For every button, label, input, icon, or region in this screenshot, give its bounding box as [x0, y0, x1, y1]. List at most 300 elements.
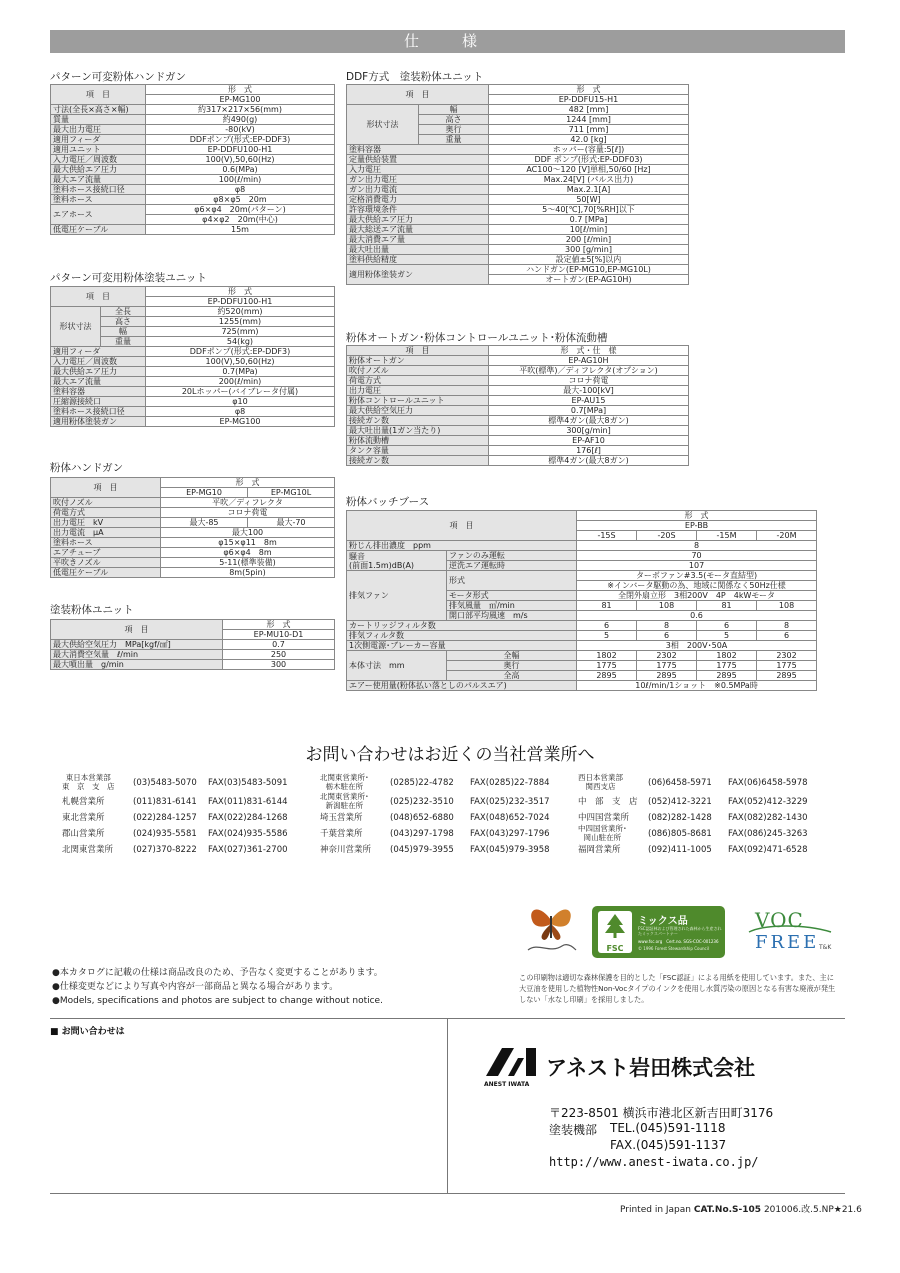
s1-table	[50, 84, 335, 235]
branch-tel: (025)232-3510	[390, 797, 454, 807]
s2-value: 54(kg)	[146, 337, 335, 347]
s1-label: 最大エア流量	[51, 175, 146, 185]
s1-value: φ4×φ2 20m(中心)	[146, 215, 335, 225]
branch-name: 神奈川営業所	[320, 845, 372, 855]
s7-variant: -20S	[637, 531, 697, 541]
branch-name: 中四国営業所	[578, 813, 630, 823]
branch-fax: FAX(082)282-1430	[728, 813, 808, 823]
s2-value: φ10	[146, 397, 335, 407]
s2-value: 200(ℓ/min)	[146, 377, 335, 387]
s3-value: 8m(5pin)	[161, 568, 335, 578]
s3-table	[50, 477, 335, 578]
s1-value: 100(ℓ/min)	[146, 175, 335, 185]
s1-label: 適用フィーダ	[51, 135, 146, 145]
s7-value: 6	[697, 621, 757, 631]
s7-variant: -15S	[577, 531, 637, 541]
anest-iwata-logo-text: ANEST IWATA	[484, 1081, 530, 1088]
s4-value: 0.7	[223, 640, 335, 650]
s6-value: EP-AU15	[489, 396, 689, 406]
s1-label: 塗料ホース	[51, 195, 146, 205]
s1-value: φ8×φ5 20m	[146, 195, 335, 205]
s4-h2: 形 式	[223, 620, 335, 630]
s6-value: 176[ℓ]	[489, 446, 689, 456]
s5-value: 50[W]	[489, 195, 689, 205]
s7-noise-label	[347, 551, 447, 571]
company-tel: TEL.(045)591-1118	[610, 1121, 726, 1135]
s6-label: 接続ガン数	[347, 456, 489, 466]
s2-label: 圧縮源接続口	[51, 397, 146, 407]
branch-tel: (022)284-1257	[133, 813, 197, 823]
anest-iwata-logo	[484, 1046, 540, 1086]
s1-value: 15m	[146, 225, 335, 235]
fsc-logo-text: FSC	[606, 944, 624, 953]
branch-tel: (0285)22-4782	[390, 778, 454, 788]
s5-value: 設定値±5[%]以内	[489, 255, 689, 265]
s1-title: パターン可変粉体ハンドガン	[50, 71, 186, 83]
branch-fax: FAX(027)361-2700	[208, 845, 288, 855]
s2-value: 0.7(MPa)	[146, 367, 335, 377]
s1-value: EP-DDFU100-H1	[146, 145, 335, 155]
s7-noise-label-1: 騒音	[349, 551, 365, 561]
s6-label: 接続ガン数	[347, 416, 489, 426]
s2-value: 20Lホッパー(バイブレータ付属)	[146, 387, 335, 397]
s5-label: 最大消費エア量	[347, 235, 489, 245]
s1-label: 適用ユニット	[51, 145, 146, 155]
s5-label: 高さ	[419, 115, 489, 125]
s7-label: 逆洗エア運転時	[447, 561, 577, 571]
notes	[52, 966, 383, 1008]
s1-label: エアホース	[51, 205, 146, 225]
s2-label: 塗料ホース接続口径	[51, 407, 146, 417]
s5-value: 711 [mm]	[489, 125, 689, 135]
s7-value: 1802	[577, 651, 637, 661]
branch-name: 中 部 支 店	[578, 797, 638, 807]
s6-label: 粉体流動槽	[347, 436, 489, 446]
branch-fax: FAX(06)6458-5978	[728, 778, 808, 788]
s2-label: 適用フィーダ	[51, 347, 146, 357]
branch-name: 北関東営業所･ 栃木駐在所	[320, 773, 369, 791]
s5-value: 200 [ℓ/min]	[489, 235, 689, 245]
s7-label: カートリッジフィルタ数	[347, 621, 577, 631]
s6-value: 300[g/min]	[489, 426, 689, 436]
branch-tel: (027)370-8222	[133, 845, 197, 855]
page-title: 仕 様	[50, 30, 845, 53]
s2-label: 塗料容器	[51, 387, 146, 397]
branch-name: 郡山営業所	[62, 829, 105, 839]
s3-h2: 形 式	[161, 478, 335, 488]
s1-value: 0.6(MPa)	[146, 165, 335, 175]
s1-value: 約317×217×56(mm)	[146, 105, 335, 115]
s5-label: 奥行	[419, 125, 489, 135]
s1-label: 低電圧ケーブル	[51, 225, 146, 235]
s7-label: 1次側電源･ブレーカー容量	[347, 641, 577, 651]
s1-h2: 形 式	[146, 85, 335, 95]
branch-fax: FAX(045)979-3958	[470, 845, 550, 855]
s7-value: 108	[637, 601, 697, 611]
s7-fan-label: 排気ファン	[347, 571, 447, 621]
s6-value: 標準4ガン(最大8ガン)	[489, 456, 689, 466]
s6-table	[346, 345, 689, 466]
s5-label: 幅	[419, 105, 489, 115]
s7-value: 108	[757, 601, 817, 611]
s1-model: EP-MG100	[146, 95, 335, 105]
footer-code: 201006.改.5.NP★21.6	[763, 1205, 862, 1215]
s3-label: 出力電流 μA	[51, 528, 161, 538]
s5-label: 最大吐出量	[347, 245, 489, 255]
voc-tag: T&K	[819, 944, 832, 951]
s2-label: 最大供給エア圧力	[51, 367, 146, 377]
s4-label: 最大噴出量 g/min	[51, 660, 223, 670]
divider-vertical	[447, 1018, 448, 1193]
s6-label: タンク容量	[347, 446, 489, 456]
s4-h1: 項 目	[51, 620, 223, 640]
s1-h1: 項 目	[51, 85, 146, 105]
butterfly-icon	[522, 902, 580, 958]
s1-value: -80(kV)	[146, 125, 335, 135]
s4-model: EP-MU10-D1	[223, 630, 335, 640]
branch-fax: FAX(022)284-1268	[208, 813, 288, 823]
s1-label: 最大供給エア圧力	[51, 165, 146, 175]
branch-name: 北関東営業所	[62, 845, 114, 855]
s3-value: 最大-70	[248, 518, 335, 528]
s5-label: 許容環境条件	[347, 205, 489, 215]
s5-value: 10[ℓ/min]	[489, 225, 689, 235]
s6-label: 吹付ノズル	[347, 366, 489, 376]
s3-value: 最大100	[161, 528, 335, 538]
s3-value: 最大-85	[161, 518, 248, 528]
s7-value: 1775	[697, 661, 757, 671]
s5-h2: 形 式	[489, 85, 689, 95]
s5-label: ガン出力電圧	[347, 175, 489, 185]
s7-label: 粉じん排出濃度 ppm	[347, 541, 577, 551]
s7-variant: -20M	[757, 531, 817, 541]
branch-fax: FAX(048)652-7024	[470, 813, 550, 823]
fsc-small-text: FSC認証林および管理された森林から生産されたミックスパートナー	[638, 926, 722, 936]
s6-value: EP-AG10H	[489, 356, 689, 366]
branch-fax: FAX(086)245-3263	[728, 829, 808, 839]
s3-label: 塗料ホース	[51, 538, 161, 548]
s7-value: 81	[697, 601, 757, 611]
footer-catno: CAT.No.S-105	[693, 1205, 762, 1215]
s7-label: 排気フィルタ数	[347, 631, 577, 641]
branch-name: 東日本営業部 東 京 支 店	[62, 773, 115, 791]
company-url[interactable]: http://www.anest-iwata.co.jp/	[549, 1155, 759, 1169]
s6-label: 粉体オートガン	[347, 356, 489, 366]
branch-tel: (092)411-1005	[648, 845, 712, 855]
s4-table	[50, 619, 335, 670]
s5-title: DDF方式 塗装粉体ユニット	[346, 71, 484, 83]
s6-value: 平吹(標準)／ディフレクタ(オプション)	[489, 366, 689, 376]
s7-value: ※インバータ駆動の為、地域に関係なく50Hz仕様	[577, 581, 817, 591]
fsc-badge	[592, 906, 725, 958]
voc-free-logo	[745, 906, 835, 958]
s7-size-label: 本体寸法 mm	[347, 651, 447, 681]
s1-label: 寸法(全長×高さ×幅)	[51, 105, 146, 115]
s7-table	[346, 510, 817, 691]
branch-tel: (045)979-3955	[390, 845, 454, 855]
s4-label: 最大供給空気圧力 MPa[kgf/㎠]	[51, 640, 223, 650]
s5-value: 300 [g/min]	[489, 245, 689, 255]
s5-value: AC100～120 [V]単相,50/60 [Hz]	[489, 165, 689, 175]
s5-label: 適用粉体塗装ガン	[347, 265, 489, 285]
s6-label: 最大吐出量(1ガン当たり)	[347, 426, 489, 436]
s5-value: 1244 [mm]	[489, 115, 689, 125]
s2-value: 725(mm)	[146, 327, 335, 337]
footer-printed: Printed in Japan	[620, 1205, 691, 1215]
branch-tel: (082)282-1428	[648, 813, 712, 823]
s7-value: 0.6	[577, 611, 817, 621]
company-dept: 塗装機部	[549, 1123, 598, 1137]
s7-label: 排気風量 ㎥/min	[447, 601, 577, 611]
s1-value: φ8	[146, 185, 335, 195]
s5-model: EP-DDFU15-H1	[489, 95, 689, 105]
s7-value: 全閉外扇立形 3相200V 4P 4kWモータ	[577, 591, 817, 601]
s5-dim-label: 形状寸法	[347, 105, 419, 145]
s1-label: 最大出力電圧	[51, 125, 146, 135]
branch-tel: (03)5483-5070	[133, 778, 197, 788]
note-3: ●Models, specifications and photos are subject to change without notice.	[52, 996, 383, 1006]
s4-value: 300	[223, 660, 335, 670]
s2-label: 入力電圧／周波数	[51, 357, 146, 367]
s7-label: ファンのみ運転	[447, 551, 577, 561]
s3-value: φ15×φ11 8m	[161, 538, 335, 548]
branch-name: 千葉営業所	[320, 829, 363, 839]
fsc-copy: © 1996 Forest Stewardship Council	[638, 946, 709, 951]
s6-label: 荷電方式	[347, 376, 489, 386]
s6-value: 0.7[MPa]	[489, 406, 689, 416]
branch-tel: (011)831-6141	[133, 797, 197, 807]
company-fax: FAX.(045)591-1137	[610, 1138, 727, 1152]
s2-label: 重量	[101, 337, 146, 347]
branch-tel: (06)6458-5971	[648, 778, 712, 788]
s3-value: コロナ荷電	[161, 508, 335, 518]
s7-value: ターボファン#3.5(モータ直結型)	[577, 571, 817, 581]
s7-value: 6	[577, 621, 637, 631]
branch-name: 西日本営業部 関西支店	[578, 773, 623, 791]
company-name: アネスト岩田株式会社	[546, 1056, 756, 1080]
branch-fax: FAX(011)831-6144	[208, 797, 288, 807]
s5-value: Max.24[V] (パルス出力)	[489, 175, 689, 185]
s7-value: 107	[577, 561, 817, 571]
s2-label: 幅	[101, 327, 146, 337]
s7-value: 5	[697, 631, 757, 641]
s1-label: 質量	[51, 115, 146, 125]
s7-value: 1775	[637, 661, 697, 671]
s5-label: 重量	[419, 135, 489, 145]
s7-label: エアー使用量(粉体払い落としのパルスエア)	[347, 681, 577, 691]
s7-variant: -15M	[697, 531, 757, 541]
s7-value: 6	[757, 631, 817, 641]
s5-value: 0.7 [MPa]	[489, 215, 689, 225]
fsc-code: www.fsc.org Cert.no. SGS-COC-001236	[638, 939, 719, 944]
s7-h1: 項 目	[347, 511, 577, 541]
s7-value: 70	[577, 551, 817, 561]
s7-h2: 形 式	[577, 511, 817, 521]
s1-value: 約490(g)	[146, 115, 335, 125]
s3-value: φ6×φ4 8m	[161, 548, 335, 558]
s2-value: 100(V),50,60(Hz)	[146, 357, 335, 367]
s2-dim-label: 形状寸法	[51, 307, 101, 347]
s3-label: 荷電方式	[51, 508, 161, 518]
s6-label: 最大供給空気圧力	[347, 406, 489, 416]
s7-value: 8	[577, 541, 817, 551]
s7-value: 10ℓ/min/1ショット ※0.5MPa時	[577, 681, 817, 691]
s5-table	[346, 84, 689, 285]
s2-h1: 項 目	[51, 287, 146, 307]
s7-value: 8	[757, 621, 817, 631]
s3-h1: 項 目	[51, 478, 161, 498]
note-2: ●仕様変更などにより写真や内容が一部商品と異なる場合があります。	[52, 982, 339, 992]
s5-label: 最大供給エア圧力	[347, 215, 489, 225]
branch-name: 東北営業所	[62, 813, 105, 823]
branch-tel: (052)412-3221	[648, 797, 712, 807]
voc-text: VOC	[755, 908, 804, 932]
s6-value: 標準4ガン(最大8ガン)	[489, 416, 689, 426]
s5-value: Max.2.1[A]	[489, 185, 689, 195]
s7-noise-label-2: (前面1.5m)dB(A)	[349, 560, 415, 570]
s7-label: 全幅	[447, 651, 577, 661]
s4-label: 最大消費空気量 ℓ/min	[51, 650, 223, 660]
s3-label: 平吹きノズル	[51, 558, 161, 568]
fsc-tree-logo	[598, 911, 632, 953]
eco-note: この印刷物は適切な森林保護を目的とした「FSC認証」による用紙を使用しています。また、主に大豆油を使用した植物性Non-Vocタイプのインクを使用し水質汚染の原因となる有害な廃液が発生しない「水なし印刷」を採用しました。	[519, 973, 836, 1004]
s7-label: 形式	[447, 571, 577, 591]
tree-icon	[598, 911, 632, 941]
branch-fax: FAX(043)297-1796	[470, 829, 550, 839]
s7-value: 2302	[757, 651, 817, 661]
footer	[620, 1202, 862, 1215]
company-address: 〒223-8501 横浜市港北区新吉田町3176	[549, 1106, 774, 1120]
s7-label: 奥行	[447, 661, 577, 671]
s6-label: 出力電圧	[347, 386, 489, 396]
inquiry-label: ■ お問い合わせは	[50, 1027, 125, 1037]
s3-model-1: EP-MG10	[161, 488, 248, 498]
s2-value: EP-MG100	[146, 417, 335, 427]
s7-label: 全高	[447, 671, 577, 681]
s3-label: エアチューブ	[51, 548, 161, 558]
s7-value: 5	[577, 631, 637, 641]
s7-value: 2895	[637, 671, 697, 681]
s7-value: 8	[637, 621, 697, 631]
s7-model: EP-BB	[577, 521, 817, 531]
s5-value: ホッパー(容量:5[ℓ])	[489, 145, 689, 155]
s5-label: ガン出力電流	[347, 185, 489, 195]
s6-value: EP-AF10	[489, 436, 689, 446]
branch-tel: (043)297-1798	[390, 829, 454, 839]
s1-label: 入力電圧／周波数	[51, 155, 146, 165]
s6-value: 最大-100[kV]	[489, 386, 689, 396]
s1-value: DDFポンプ(形式:EP-DDF3)	[146, 135, 335, 145]
s7-label: モータ形式	[447, 591, 577, 601]
s2-value: 1255(mm)	[146, 317, 335, 327]
s5-label: 定量供給装置	[347, 155, 489, 165]
branch-name: 埼玉営業所	[320, 813, 363, 823]
s4-value: 250	[223, 650, 335, 660]
butterfly-logo	[522, 902, 580, 958]
s6-label: 粉体コントロールユニット	[347, 396, 489, 406]
s7-value: 2895	[757, 671, 817, 681]
s3-value: 平吹／ディフレクタ	[161, 498, 335, 508]
branch-fax: FAX(092)471-6528	[728, 845, 808, 855]
s1-value: φ6×φ4 20m(パターン)	[146, 205, 335, 215]
s5-h1: 項 目	[347, 85, 489, 105]
s5-value: 5～40[℃],70[%RH]以下	[489, 205, 689, 215]
s7-value: 3相 200V･50A	[577, 641, 817, 651]
s7-value: 2895	[577, 671, 637, 681]
branch-name: 札幌営業所	[62, 797, 105, 807]
s5-label: 定格消費電力	[347, 195, 489, 205]
s5-label: 塗料容器	[347, 145, 489, 155]
s1-value: 100(V),50,60(Hz)	[146, 155, 335, 165]
branch-tel: (024)935-5581	[133, 829, 197, 839]
s5-value: ハンドガン(EP-MG10,EP-MG10L)	[489, 265, 689, 275]
branch-fax: FAX(0285)22-7884	[470, 778, 550, 788]
s2-value: φ8	[146, 407, 335, 417]
branch-tel: (048)652-6880	[390, 813, 454, 823]
s5-label: 最大総送エア流量	[347, 225, 489, 235]
s7-title: 粉体バッチブース	[346, 496, 430, 508]
branch-name: 北関東営業所･ 新潟駐在所	[320, 792, 369, 810]
s6-value: コロナ荷電	[489, 376, 689, 386]
note-1: ●本カタログに記載の仕様は商品改良のため、予告なく変更することがあります。	[52, 968, 383, 978]
divider-bottom	[50, 1193, 845, 1194]
s3-label: 出力電圧 kV	[51, 518, 161, 528]
s5-label: 入力電圧	[347, 165, 489, 175]
s6-h2: 形 式・仕 様	[489, 346, 689, 356]
s7-value: 1802	[697, 651, 757, 661]
s3-title: 粉体ハンドガン	[50, 462, 124, 474]
s3-model-2: EP-MG10L	[248, 488, 335, 498]
s2-title: パターン可変用粉体塗装ユニット	[50, 272, 207, 284]
s7-label: 開口部平均風速 m/s	[447, 611, 577, 621]
s7-value: 2895	[697, 671, 757, 681]
s3-label: 吹付ノズル	[51, 498, 161, 508]
anest-iwata-mark-icon	[484, 1046, 540, 1078]
branch-fax: FAX(024)935-5586	[208, 829, 288, 839]
s5-label: 塗料供給精度	[347, 255, 489, 265]
free-text: FREE	[755, 932, 820, 953]
branch-name: 福岡営業所	[578, 845, 621, 855]
fsc-label: ミックス品	[638, 916, 688, 927]
s2-h2: 形 式	[146, 287, 335, 297]
s7-value: 2302	[637, 651, 697, 661]
branch-name: 中四国営業所･ 岡山駐在所	[578, 824, 627, 842]
s2-table	[50, 286, 335, 427]
s2-value: DDFポンプ(形式:EP-DDF3)	[146, 347, 335, 357]
s2-model: EP-DDFU100-H1	[146, 297, 335, 307]
s6-title: 粉体オートガン･粉体コントロールユニット･粉体流動槽	[346, 332, 608, 344]
s6-h1: 項 目	[347, 346, 489, 356]
s3-value: 5-11(標準装備)	[161, 558, 335, 568]
s7-value: 6	[637, 631, 697, 641]
s3-label: 低電圧ケーブル	[51, 568, 161, 578]
s7-value: 81	[577, 601, 637, 611]
s5-value: 42.0 [kg]	[489, 135, 689, 145]
branch-fax: FAX(052)412-3229	[728, 797, 808, 807]
s2-label: 最大エア流量	[51, 377, 146, 387]
s5-value: オートガン(EP-AG10H)	[489, 275, 689, 285]
s5-value: DDF ポンプ(形式:EP-DDF03)	[489, 155, 689, 165]
branch-fax: FAX(03)5483-5091	[208, 778, 288, 788]
s2-value: 約520(mm)	[146, 307, 335, 317]
s7-value: 1775	[757, 661, 817, 671]
s4-title: 塗装粉体ユニット	[50, 604, 134, 616]
s2-label: 適用粉体塗装ガン	[51, 417, 146, 427]
s5-value: 482 [mm]	[489, 105, 689, 115]
s2-label: 高さ	[101, 317, 146, 327]
branch-tel: (086)805-8681	[648, 829, 712, 839]
s2-label: 全長	[101, 307, 146, 317]
